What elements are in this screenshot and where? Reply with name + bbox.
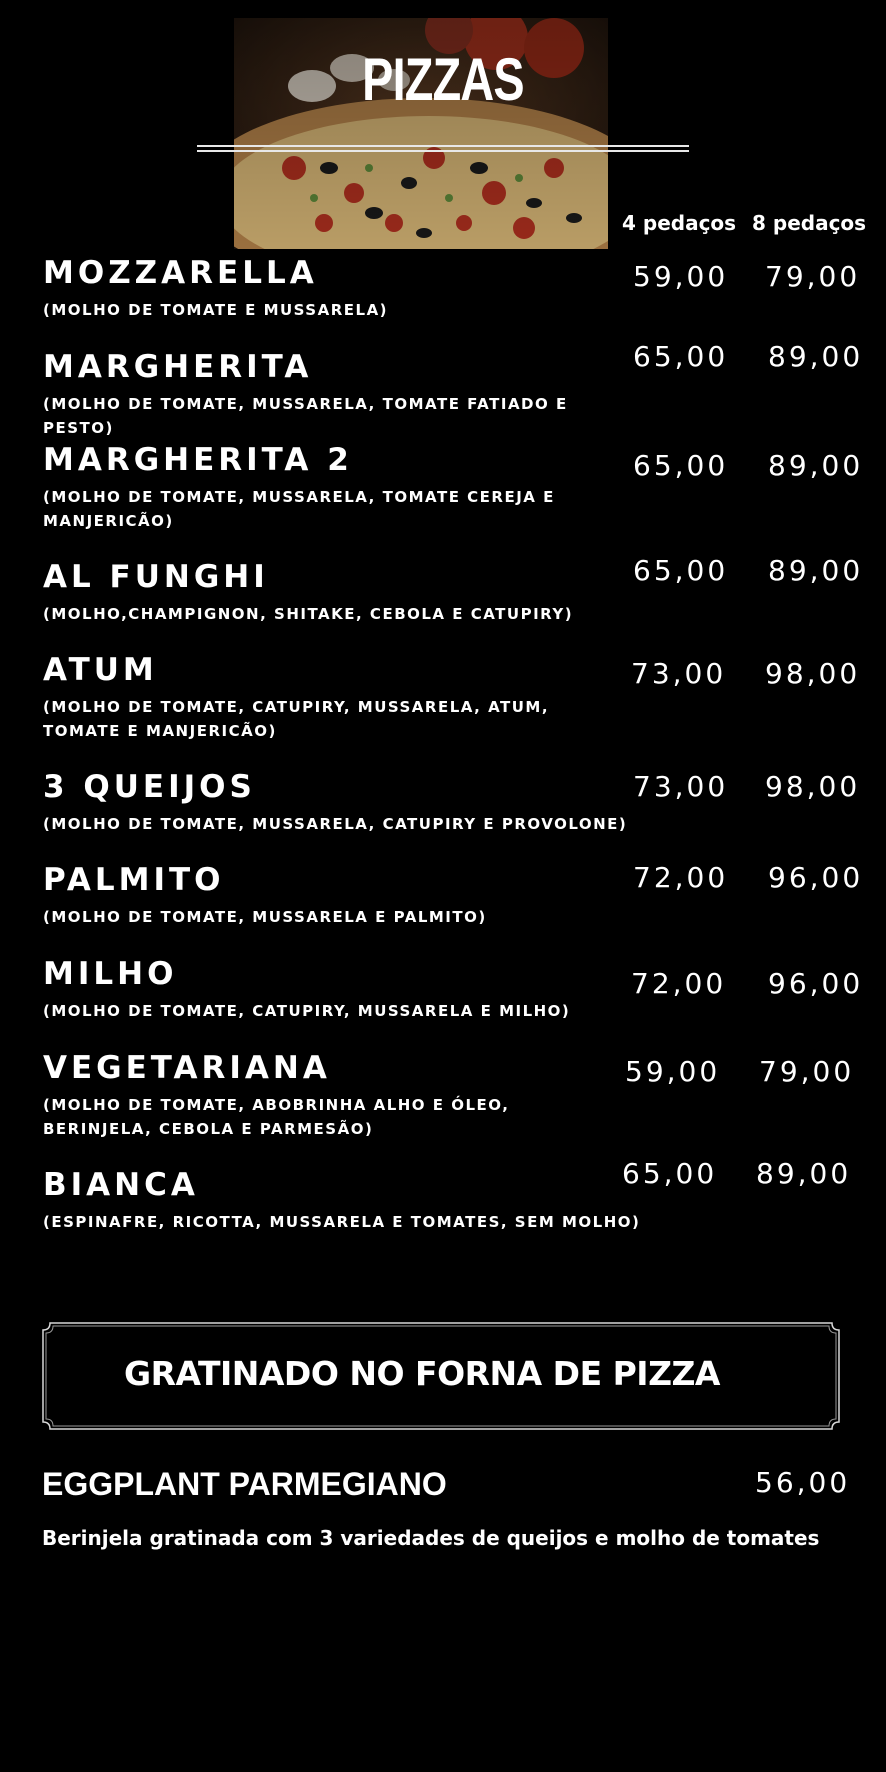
price-4-slices: 73,00 xyxy=(631,657,727,690)
item-description: (MOLHO,CHAMPIGNON, SHITAKE, CEBOLA E CATUPIRY) xyxy=(43,605,574,623)
item-description: (MOLHO DE TOMATE, CATUPIRY, MUSSARELA, ATUM, TOMATE E MANJERICÃO) xyxy=(43,698,550,740)
menu-item-atum xyxy=(43,652,633,743)
column-header-8-slices: 8 pedaços xyxy=(752,211,867,235)
menu-item-palmito xyxy=(43,862,643,929)
item-description: (MOLHO DE TOMATE, CATUPIRY, MUSSARELA E MILHO) xyxy=(43,1002,571,1020)
price-4-slices: 65,00 xyxy=(622,1157,718,1190)
price-8-slices: 96,00 xyxy=(768,861,864,894)
title-divider-bottom xyxy=(197,150,689,152)
page-title: PIZZAS xyxy=(362,46,524,113)
price-4-slices: 65,00 xyxy=(633,449,729,482)
item-name: MARGHERITA xyxy=(43,349,313,385)
title-divider-top xyxy=(197,145,689,147)
column-header-4-slices: 4 pedaços xyxy=(622,211,737,235)
menu-item-bianca xyxy=(43,1167,643,1234)
price-8-slices: 79,00 xyxy=(765,260,861,293)
item-name: MOZZARELLA xyxy=(43,255,318,291)
section-header-box xyxy=(42,1322,840,1430)
item-name: MILHO xyxy=(43,956,178,992)
dish-name: EGGPLANT PARMEGIANO xyxy=(42,1466,447,1502)
item-name: 3 QUEIJOS xyxy=(43,769,256,805)
item-description: (MOLHO DE TOMATE, ABOBRINHA ALHO E ÓLEO, BERINJELA, CEBOLA E PARMESÃO) xyxy=(43,1096,510,1138)
section-title: GRATINADO NO FORNA DE PIZZA xyxy=(124,1354,720,1393)
dish-price: 56,00 xyxy=(755,1466,851,1499)
item-name: BIANCA xyxy=(43,1167,199,1203)
price-4-slices: 72,00 xyxy=(633,861,729,894)
price-8-slices: 96,00 xyxy=(768,967,864,1000)
item-description: (MOLHO DE TOMATE, MUSSARELA, TOMATE CEREJA E MANJERICÃO) xyxy=(43,488,555,530)
dish-description: Berinjela gratinada com 3 variedades de queijos e molho de tomates xyxy=(42,1526,820,1550)
price-4-slices: 72,00 xyxy=(631,967,727,1000)
item-description: (ESPINAFRE, RICOTTA, MUSSARELA E TOMATES, SEM MOLHO) xyxy=(43,1213,641,1231)
price-8-slices: 79,00 xyxy=(759,1055,855,1088)
menu-item-al-funghi xyxy=(43,559,643,626)
price-4-slices: 65,00 xyxy=(633,340,729,373)
menu-item-milho xyxy=(43,956,643,1023)
menu-item-3-queijos xyxy=(43,769,643,836)
item-description: (MOLHO DE TOMATE, MUSSARELA, TOMATE FATIADO E PESTO) xyxy=(43,395,568,437)
price-8-slices: 89,00 xyxy=(768,554,864,587)
price-8-slices: 89,00 xyxy=(756,1157,852,1190)
item-name: MARGHERITA 2 xyxy=(43,442,353,478)
item-name: ATUM xyxy=(43,652,158,688)
price-4-slices: 59,00 xyxy=(625,1055,721,1088)
menu-item-margherita xyxy=(43,349,643,440)
price-8-slices: 98,00 xyxy=(765,657,861,690)
price-4-slices: 59,00 xyxy=(633,260,729,293)
item-description: (MOLHO DE TOMATE E MUSSARELA) xyxy=(43,301,389,319)
item-name: VEGETARIANA xyxy=(43,1050,331,1086)
price-8-slices: 98,00 xyxy=(765,770,861,803)
item-name: PALMITO xyxy=(43,862,225,898)
item-name: AL FUNGHI xyxy=(43,559,269,595)
item-description: (MOLHO DE TOMATE, MUSSARELA E PALMITO) xyxy=(43,908,487,926)
price-4-slices: 73,00 xyxy=(633,770,729,803)
price-4-slices: 65,00 xyxy=(633,554,729,587)
price-8-slices: 89,00 xyxy=(768,449,864,482)
item-description: (MOLHO DE TOMATE, MUSSARELA, CATUPIRY E PROVOLONE) xyxy=(43,815,628,833)
menu-item-mozzarella xyxy=(43,255,643,322)
menu-item-vegetariana xyxy=(43,1050,603,1141)
price-8-slices: 89,00 xyxy=(768,340,864,373)
menu-item-margherita-2 xyxy=(43,442,563,533)
